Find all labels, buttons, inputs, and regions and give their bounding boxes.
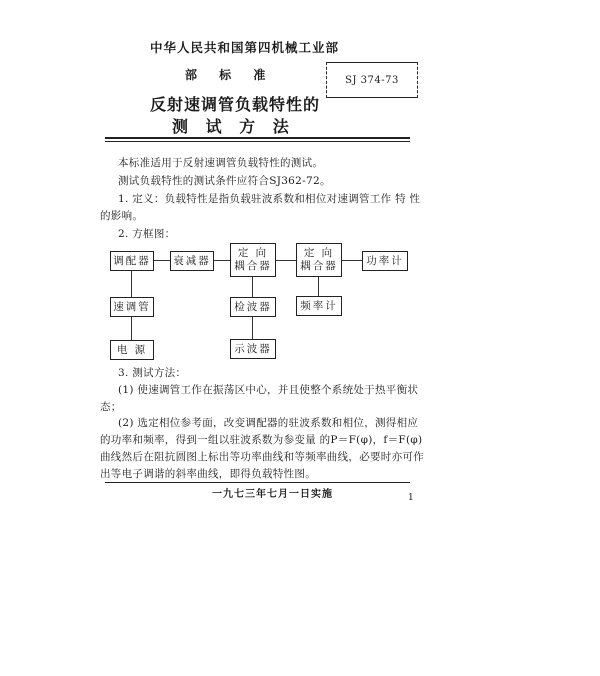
- section-1-line-1: 1. 定义：负载特性是指负载驻波系数和相位对速调管工作 特 性: [118, 193, 421, 205]
- detector-label: 检波器: [234, 300, 272, 313]
- standard-type: 部 标 准: [185, 68, 266, 82]
- coupler2-powermeter-connector: [342, 260, 362, 261]
- step-2-line-2: 的功率和频率，得到一组以驻波系数为参变量 的P＝F(φ)，f＝F(φ): [100, 434, 423, 446]
- frequency-meter-box: [296, 296, 342, 316]
- section-2-heading: 2. 方框图：: [118, 228, 176, 240]
- intro-paragraph-2: 测试负载特性的测试条件应符合SJ362-72。: [118, 175, 331, 187]
- oscilloscope-label: 示波器: [234, 342, 272, 355]
- implementation-date: 一九七三年七月一日实施: [212, 489, 333, 500]
- attenuator-label: 衰减器: [173, 254, 211, 267]
- coupler2-freqmeter-connector: [318, 277, 319, 296]
- page-number: 1: [408, 493, 414, 503]
- power-meter-box: [362, 251, 408, 271]
- frequency-meter-label: 频率计: [300, 299, 338, 312]
- tuner-klystron-connector: [131, 271, 132, 297]
- klystron-box: [110, 297, 154, 317]
- coupler-1-label-top: 定 向: [237, 247, 269, 259]
- issuing-organization: 中华人民共和国第四机械工业部: [150, 40, 340, 55]
- step-1-line-1: (1) 使速调管工作在振荡区中心，并且使整个系统处于热平衡状: [118, 384, 419, 396]
- step-2-line-4: 出等电子调谐的斜率曲线，即得负载特性图。: [100, 468, 316, 480]
- coupler-2-label-bottom: 耦合器: [300, 260, 338, 272]
- klystron-powersupply-connector: [131, 315, 132, 340]
- directional-coupler-2-box: [296, 243, 342, 277]
- detector-box: [230, 297, 276, 317]
- section-1-line-2: 的影响。: [100, 210, 144, 222]
- title-rule-thin: [105, 141, 410, 142]
- power-meter-label: 功率计: [366, 254, 404, 267]
- step-2-line-3: 曲线然后在阻抗圆图上标出等功率曲线和等频率曲线，必要时亦可作: [100, 451, 424, 463]
- attenuator-coupler1-connector: [214, 260, 230, 261]
- klystron-label: 速调管: [113, 300, 151, 313]
- oscilloscope-box: [230, 339, 276, 359]
- power-supply-label: 电 源: [116, 343, 148, 356]
- detector-oscilloscope-connector: [252, 315, 253, 339]
- intro-paragraph-1: 本标准适用于反射速调管负载特性的测试。: [118, 157, 324, 169]
- document-title-line1: 反射速调管负载特性的: [150, 95, 321, 114]
- footer-rule: [105, 482, 410, 483]
- power-supply-box: [110, 340, 154, 360]
- step-1-line-2: 态；: [100, 401, 122, 413]
- directional-coupler-1-box: [230, 243, 276, 277]
- coupler-1-label-bottom: 耦合器: [234, 260, 272, 272]
- tuner-attenuator-connector: [154, 260, 170, 261]
- step-2-line-1: (2) 选定相位参考面，改变调配器的驻波系数和相位，测得相应: [118, 417, 419, 429]
- coupler-2-label-top: 定 向: [303, 247, 335, 259]
- tuner-box: [110, 251, 154, 271]
- document-title-line2: 测 试 方 法: [172, 117, 295, 136]
- coupler1-detector-connector: [252, 277, 253, 297]
- standard-code: SJ 374-73: [345, 74, 399, 86]
- section-3-heading: 3. 测试方法：: [118, 367, 187, 379]
- tuner-label: 调配器: [113, 254, 151, 267]
- attenuator-box: [170, 251, 214, 271]
- standard-code-box: [326, 62, 418, 98]
- title-rule-thick: [105, 137, 410, 139]
- coupler1-coupler2-connector: [276, 260, 296, 261]
